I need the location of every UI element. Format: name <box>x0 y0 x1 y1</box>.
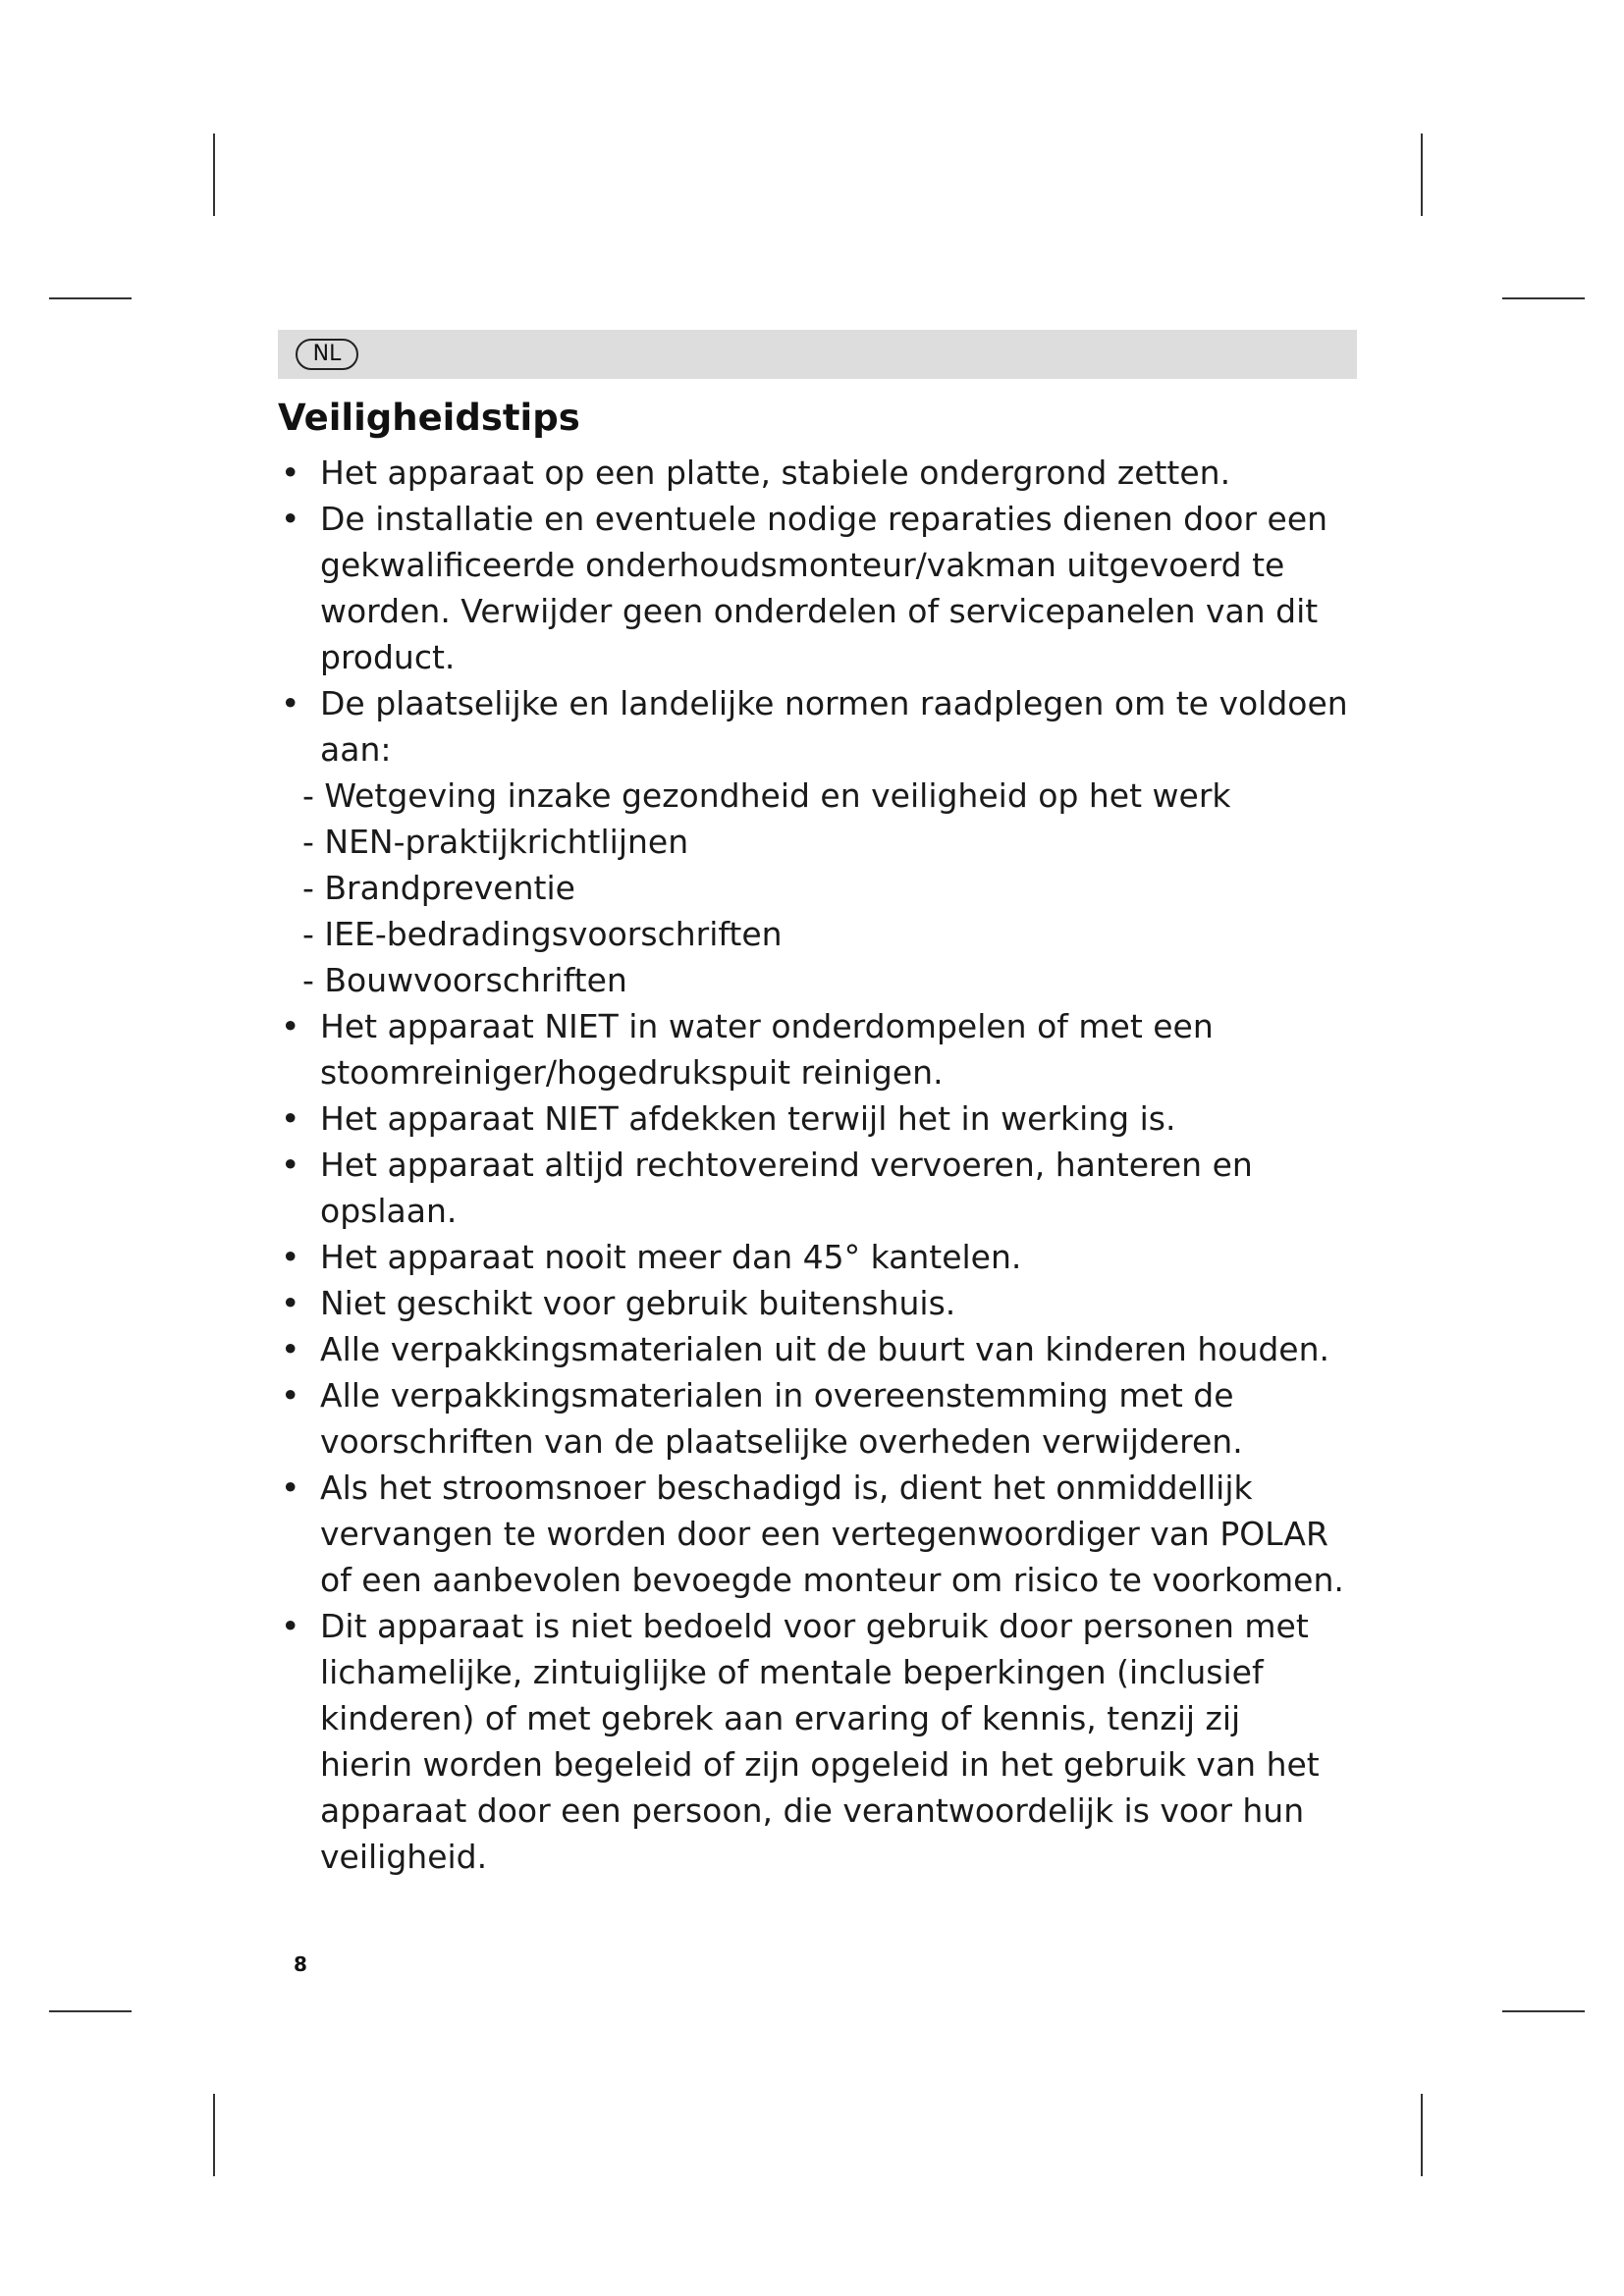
item-line: • Het apparaat nooit meer dan 45° kantelen. <box>320 1238 1022 1276</box>
bullet-item <box>278 1326 1368 1372</box>
bullet-item <box>278 1372 1368 1465</box>
item-line: lichamelijke, zintuiglijke of mentale beperkingen (inclusief <box>320 1653 1264 1691</box>
item-line: veiligheid. <box>320 1838 488 1876</box>
crop-mark-bottom-left-vertical <box>213 2094 215 2176</box>
sub-item <box>278 865 1368 911</box>
bullet-item <box>278 1003 1368 1095</box>
item-line: opslaan. <box>320 1192 458 1230</box>
item-line: worden. Verwijder geen onderdelen of servicepanelen van dit <box>320 592 1319 630</box>
item-line: • Het apparaat op een platte, stabiele ondergrond zetten. <box>320 454 1231 492</box>
safety-tips-list <box>278 450 1368 1880</box>
crop-mark-bottom-left-horizontal <box>49 2010 132 2012</box>
item-line: product. <box>320 638 456 676</box>
bullet-item <box>278 1142 1368 1234</box>
item-line: aan: <box>320 730 392 769</box>
item-line: • Het apparaat NIET afdekken terwijl het in werking is. <box>320 1099 1176 1138</box>
page-number: 8 <box>294 1952 307 1976</box>
crop-mark-bottom-right-vertical <box>1421 2094 1423 2176</box>
item-line: gekwalificeerde onderhoudsmonteur/vakman uitgevoerd te <box>320 546 1285 584</box>
item-line: • Alle verpakkingsmaterialen uit de buurt van kinderen houden. <box>320 1330 1330 1368</box>
bullet-item <box>278 450 1368 496</box>
bullet-item <box>278 1465 1368 1603</box>
item-line: - Brandpreventie <box>302 869 575 907</box>
item-line: hierin worden begeleid of zijn opgeleid in het gebruik van het <box>320 1745 1320 1784</box>
item-line: • Als het stroomsnoer beschadigd is, dient het onmiddellijk <box>320 1468 1253 1507</box>
bullet-item <box>278 1603 1368 1880</box>
section-title: Veiligheidstips <box>278 397 580 439</box>
language-badge: NL <box>296 339 358 370</box>
item-line: • De installatie en eventuele nodige reparaties dienen door een <box>320 500 1328 538</box>
item-line: • De plaatselijke en landelijke normen raadplegen om te voldoen <box>320 684 1348 722</box>
crop-mark-top-right-horizontal <box>1502 297 1585 299</box>
sub-item <box>278 819 1368 865</box>
tips-list <box>278 450 1368 1880</box>
item-line: • Alle verpakkingsmaterialen in overeenstemming met de <box>320 1376 1234 1415</box>
item-line: • Het apparaat altijd rechtovereind vervoeren, hanteren en <box>320 1146 1253 1184</box>
item-line: voorschriften van de plaatselijke overheden verwijderen. <box>320 1422 1243 1461</box>
item-line: - Bouwvoorschriften <box>302 961 627 999</box>
item-line: - Wetgeving inzake gezondheid en veiligheid op het werk <box>302 776 1231 815</box>
item-line: • Het apparaat NIET in water onderdompelen of met een <box>320 1007 1214 1045</box>
item-line: kinderen) of met gebrek aan ervaring of kennis, tenzij zij <box>320 1699 1241 1737</box>
crop-mark-top-right-vertical <box>1421 133 1423 216</box>
language-header-bar <box>278 330 1357 379</box>
item-line: vervangen te worden door een vertegenwoordiger van POLAR <box>320 1515 1328 1553</box>
item-line: • Niet geschikt voor gebruik buitenshuis. <box>320 1284 956 1322</box>
sub-item <box>278 773 1368 819</box>
item-line: - NEN-praktijkrichtlijnen <box>302 823 689 861</box>
bullet-item <box>278 496 1368 680</box>
item-line: apparaat door een persoon, die verantwoordelijk is voor hun <box>320 1791 1305 1830</box>
bullet-item <box>278 680 1368 773</box>
sub-item <box>278 911 1368 957</box>
bullet-item <box>278 1280 1368 1326</box>
sub-item <box>278 957 1368 1003</box>
crop-mark-bottom-right-horizontal <box>1502 2010 1585 2012</box>
item-line: of een aanbevolen bevoegde monteur om risico te voorkomen. <box>320 1561 1344 1599</box>
crop-mark-top-left-horizontal <box>49 297 132 299</box>
bullet-item <box>278 1234 1368 1280</box>
bullet-item <box>278 1095 1368 1142</box>
item-line: • Dit apparaat is niet bedoeld voor gebruik door personen met <box>320 1607 1309 1645</box>
crop-mark-top-left-vertical <box>213 133 215 216</box>
item-line: stoomreiniger/hogedrukspuit reinigen. <box>320 1053 944 1092</box>
item-line: - IEE-bedradingsvoorschriften <box>302 915 783 953</box>
